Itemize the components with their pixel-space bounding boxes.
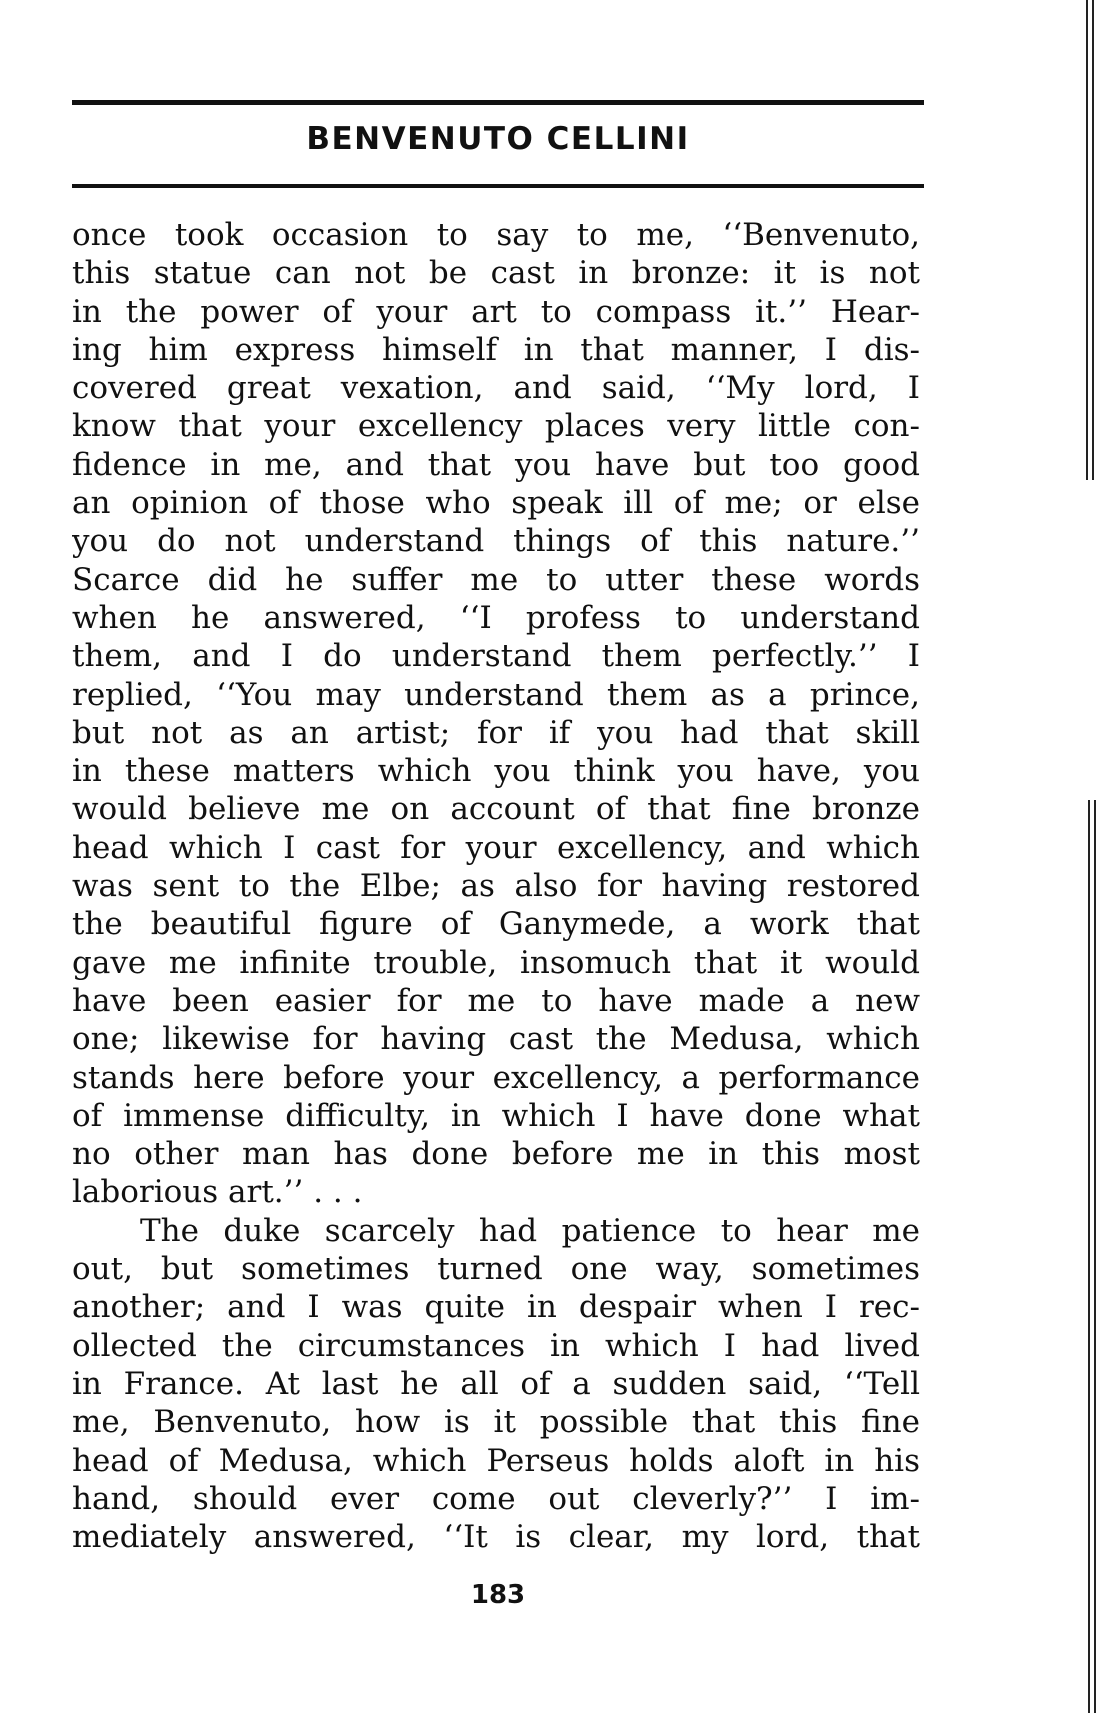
text-line: would believe me on account of that fine bronze: [72, 791, 920, 828]
text-line: laborious art.’’ . . .: [72, 1174, 363, 1211]
text-line: ollected the circumstances in which I had lived: [72, 1327, 920, 1364]
text-line: this statue can not be cast in bronze: it is not: [72, 255, 920, 292]
text-line: an opinion of those who speak ill of me; or else: [72, 485, 920, 522]
text-line: another; and I was quite in despair when I rec-: [72, 1289, 920, 1326]
text-line: you do not understand things of this nature.’’: [72, 523, 920, 560]
text-line: replied, ‘‘You may understand them as a prince,: [72, 676, 920, 713]
text-line: gave me infinite trouble, insomuch that it would: [72, 944, 920, 981]
page-number: 183: [470, 1580, 526, 1610]
body-text: [72, 216, 920, 1556]
text-line: ing him express himself in that manner, I dis-: [72, 331, 920, 368]
header-bottom-rule: [72, 184, 924, 188]
text-line: have been easier for me to have made a new: [72, 982, 920, 1019]
edge-line: [1092, 0, 1094, 480]
text-line: the beautiful figure of Ganymede, a work that: [72, 906, 920, 943]
text-line: fidence in me, and that you have but too good: [72, 446, 920, 483]
text-line: in these matters which you think you have, you: [72, 753, 920, 790]
text-line: in the power of your art to compass it.’’ Hear-: [72, 293, 920, 330]
edge-line: [1088, 800, 1090, 1713]
text-line: one; likewise for having cast the Medusa, which: [72, 1021, 920, 1058]
text-line: in France. At last he all of a sudden said, ‘‘Tell: [72, 1365, 920, 1402]
text-line: mediately answered, ‘‘It is clear, my lord, that: [72, 1519, 920, 1556]
header-top-rule: [72, 100, 924, 105]
page-edge-marks: [1082, 0, 1100, 1713]
text-line: once took occasion to say to me, ‘‘Benvenuto,: [72, 217, 920, 253]
text-line: know that your excellency places very little con-: [72, 408, 920, 445]
text-line: no other man has done before me in this most: [72, 1136, 920, 1173]
text-line: hand, should ever come out cleverly?’’ I im-: [72, 1480, 920, 1517]
edge-line: [1086, 0, 1088, 480]
text-line: out, but sometimes turned one way, sometimes: [72, 1251, 920, 1288]
text-line: me, Benvenuto, how is it possible that this fine: [72, 1404, 920, 1441]
text-line: head which I cast for your excellency, and which: [72, 829, 920, 866]
text-line: stands here before your excellency, a performance: [72, 1059, 920, 1096]
text-line: but not as an artist; for if you had that skill: [72, 714, 920, 751]
text-line: covered great vexation, and said, ‘‘My lord, I: [72, 370, 920, 407]
running-head-title: BENVENUTO CELLINI: [306, 121, 690, 157]
edge-line: [1094, 800, 1096, 1713]
text-line: was sent to the Elbe; as also for having restored: [72, 868, 920, 905]
text-line: Scarce did he suffer me to utter these words: [72, 561, 920, 598]
text-line: head of Medusa, which Perseus holds aloft in his: [72, 1442, 920, 1479]
text-line: of immense difficulty, in which I have done what: [72, 1097, 920, 1134]
text-line: The duke scarcely had patience to hear me: [140, 1212, 920, 1249]
text-line: when he answered, ‘‘I profess to understand: [72, 599, 920, 636]
text-line: them, and I do understand them perfectly.’’ I: [72, 638, 920, 675]
